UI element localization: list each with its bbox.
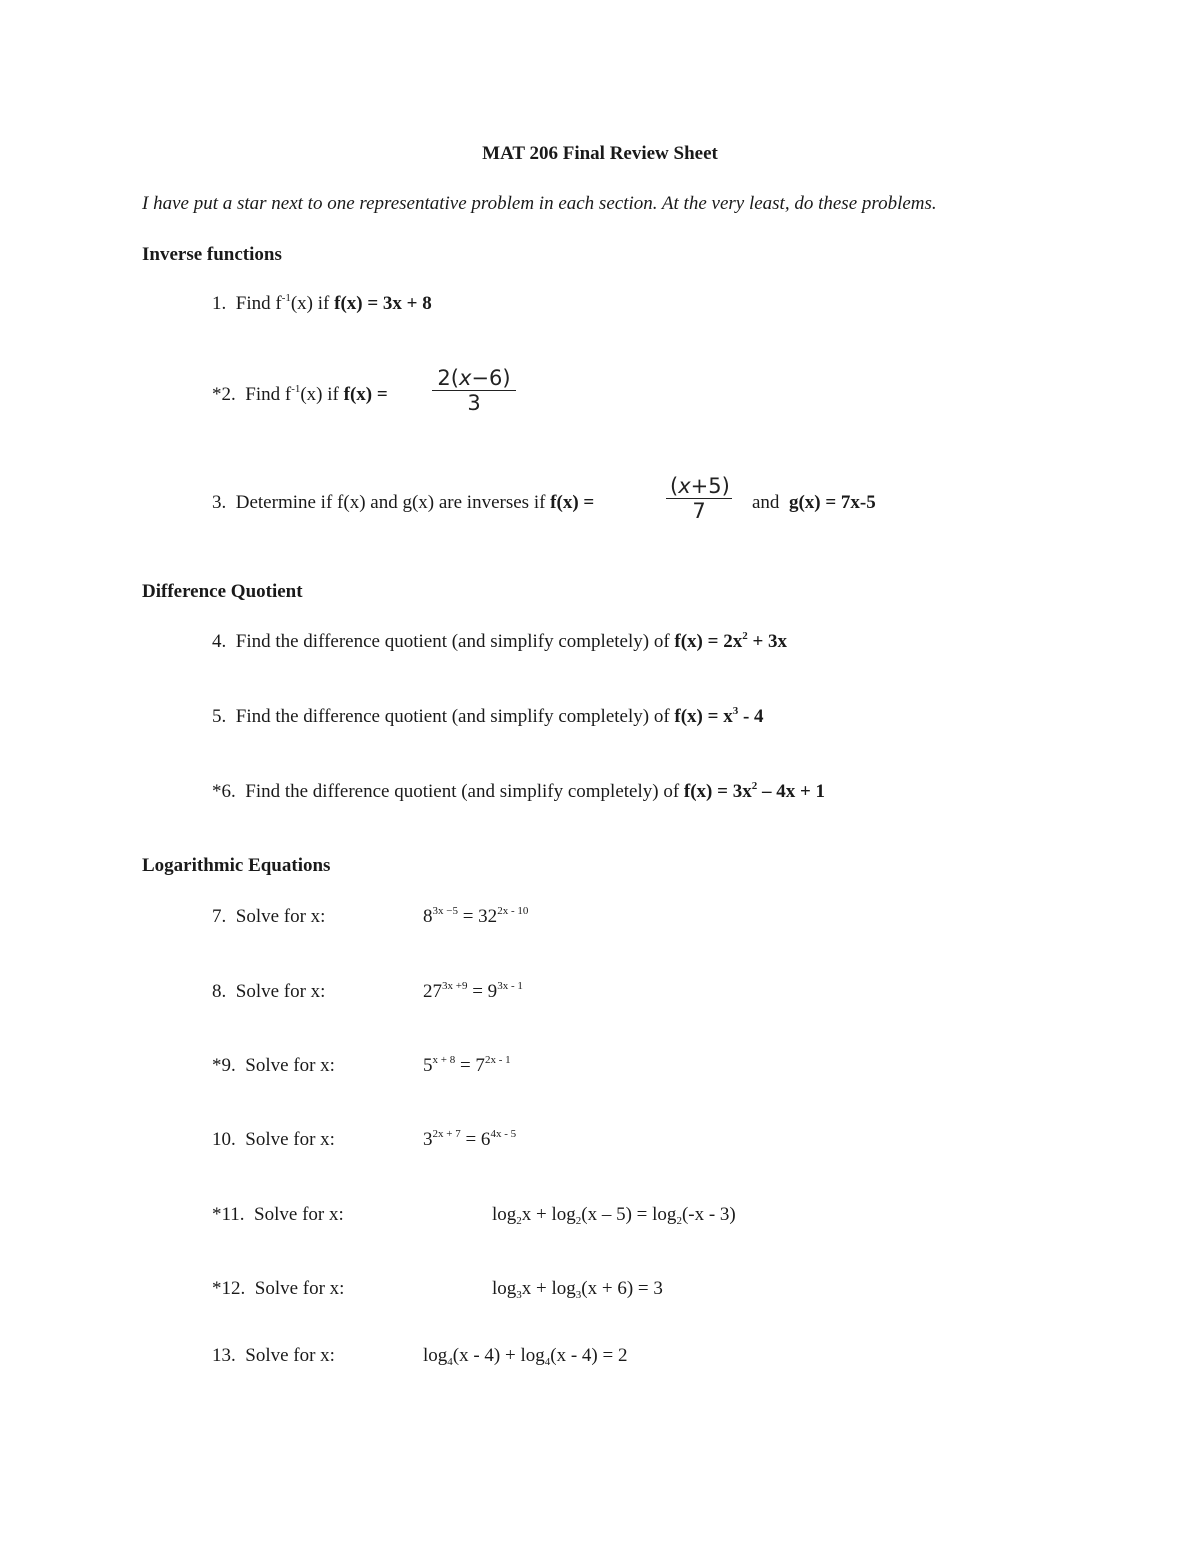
section-heading-inverse: Inverse functions — [142, 244, 282, 265]
intro-note: I have put a star next to one representative problem in each section. At the very least, do these problems. — [142, 193, 937, 214]
problem-number: 5. — [212, 706, 227, 727]
section-heading-logarithmic: Logarithmic Equations — [142, 855, 331, 876]
problem-number: 4. — [212, 631, 227, 652]
problem-12-equation: $\log_3x + \log_3(x + 6) = 3$ — [492, 1278, 663, 1301]
problem-3-g — [752, 492, 876, 514]
fraction-p2 — [432, 366, 516, 415]
problem-text: (x) if — [290, 293, 335, 314]
problem-number: *6. — [212, 781, 236, 802]
problem-5 — [212, 706, 764, 728]
problem-4 — [212, 631, 787, 653]
problem-11-label: *11. Solve for x: — [212, 1204, 344, 1225]
fraction-p3 — [666, 474, 732, 523]
problem-number: 3. — [212, 492, 227, 513]
inverse-exponent: -1 — [291, 383, 301, 395]
page-title: MAT 206 Final Review Sheet — [482, 143, 718, 164]
problem-2 — [212, 384, 388, 406]
problem-text: (x) if — [300, 384, 344, 405]
function-definition: f(x) = — [343, 384, 388, 405]
function-definition: $f(x) = x^3 - 4$ — [674, 705, 764, 727]
problem-7-label: 7. Solve for x: — [212, 906, 326, 927]
function-f-definition: f(x) = — [550, 492, 595, 513]
problem-13-equation: $\log_4(x - 4) + \log_4(x - 4) = 2$ — [423, 1345, 628, 1368]
problem-12-label: *12. Solve for x: — [212, 1278, 345, 1299]
problem-9-equation: $5^{x + 8} = 7^{2x - 1}$ — [423, 1054, 511, 1076]
problem-number: 1. — [212, 293, 227, 314]
function-g-definition: g(x) = 7x-5 — [788, 492, 876, 513]
problem-text: Determine if f(x) and g(x) are inverses if — [235, 492, 551, 513]
problem-8-equation: $27^{3x +9} = 9^{3x - 1}$ — [423, 980, 523, 1002]
problem-9-label: *9. Solve for x: — [212, 1055, 335, 1076]
problem-10-equation: $3^{2x + 7} = 6^{4x - 5}$ — [423, 1128, 517, 1150]
section-heading-difference-quotient: Difference Quotient — [142, 581, 303, 602]
fraction-denominator: 7 — [692, 499, 706, 523]
problem-11-equation: $\log_2x + \log_2(x - 5) = \log_2(-x - 3)$ — [492, 1204, 736, 1227]
problem-10-label: 10. Solve for x: — [212, 1129, 335, 1150]
problem-7-equation: $8^{3x -5} = 32^{2x - 10}$ — [423, 905, 529, 927]
fraction-numerator: 2(x−6) — [437, 366, 511, 390]
problem-13-label: 13. Solve for x: — [212, 1345, 335, 1366]
fraction-denominator: 3 — [467, 391, 481, 415]
problem-1 — [212, 293, 432, 315]
problem-3 — [212, 492, 594, 514]
problem-text: Find the difference quotient (and simplify completely) of — [235, 631, 675, 652]
function-definition: f(x) = 3x + 8 — [334, 293, 432, 314]
problem-6 — [212, 781, 825, 803]
problem-text: Find f — [235, 293, 282, 314]
problem-8-label: 8. Solve for x: — [212, 981, 326, 1002]
function-definition: $f(x) = 3x^2 - 4x + 1$ — [683, 780, 826, 802]
fraction-numerator: (x+5) — [670, 474, 730, 498]
inverse-exponent: -1 — [281, 292, 291, 304]
problem-text: Find f — [245, 384, 292, 405]
problem-text: Find the difference quotient (and simplify completely) of — [235, 706, 675, 727]
problem-text: Find the difference quotient (and simplify completely) of — [245, 781, 684, 802]
function-definition: $f(x) = 2x^2 + 3x$ — [674, 630, 788, 652]
and-text: and — [752, 492, 780, 513]
problem-number: *2. — [212, 384, 236, 405]
